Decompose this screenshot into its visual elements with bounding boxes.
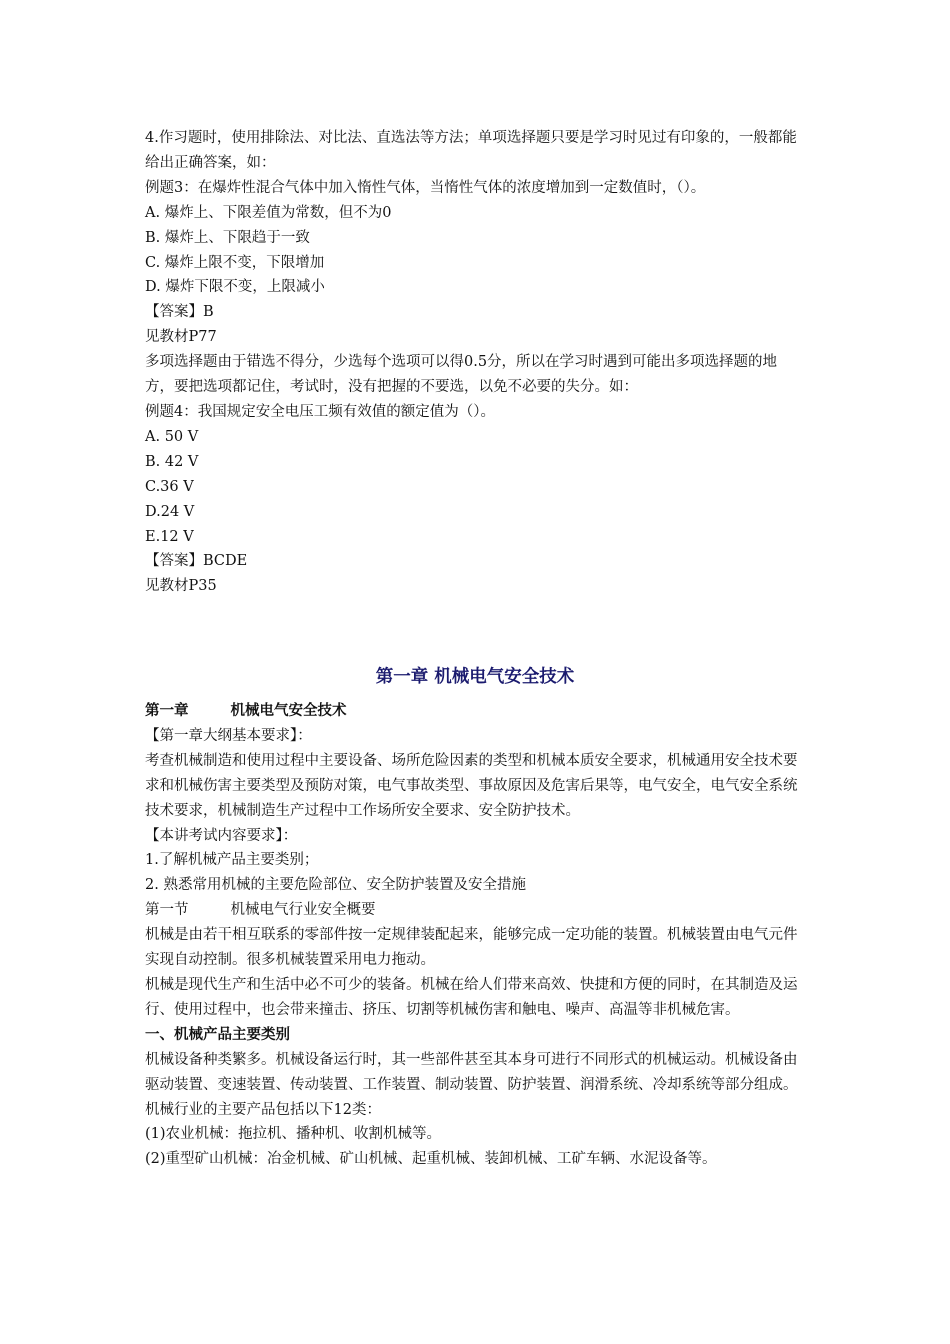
option-line: D. 爆炸下限不变，上限减小 (145, 279, 325, 296)
paragraph: 机械是现代生产和生活中必不可少的装备。机械在给人们带来高效、快捷和方便的同时，在其制造及运行、使用过程中，也会带来撞击、挤压、切割等机械伤害和触电、噪声、高温等非机械危害。 (145, 976, 798, 1018)
text-line: 多项选择题由于错选不得分，少选每个选项可以得0.5分，所以在学习时遇到可能出多项选择题的地方，要把选项都记住，考试时，没有把握的不要选，以免不必要的失分。如： (145, 354, 778, 396)
outline-label: 【第一章大纲基本要求】： (145, 727, 312, 744)
answer-line: 【答案】BCDE (145, 553, 248, 570)
exam-tips-section (145, 126, 805, 599)
list-item: (1)农业机械：拖拉机、播种机、收割机械等。 (145, 1126, 442, 1143)
option-line: A. 50 V (145, 428, 199, 445)
option-line: B. 42 V (145, 453, 199, 470)
requirement-item: 1.了解机械产品主要类别； (145, 852, 319, 869)
outline-text: 考查机械制造和使用过程中主要设备、场所危险因素的类型和机械本质安全要求，机械通用安全技术要求和机械伤害主要类型及预防对策，电气事故类型、事故原因及危害后果等，电气安全，电气安全系统技术要求，机械制造生产过程中工作场所安全要求、安全防护技术。 (145, 752, 798, 819)
example-question: 例题4：我国规定安全电压工频有效值的额定值为（）。 (145, 403, 495, 420)
reference-line: 见教材P35 (145, 578, 217, 595)
section-heading (145, 898, 805, 923)
section-heading-name: 机械电气行业安全概要 (230, 902, 376, 919)
answer-line: 【答案】B (145, 304, 214, 321)
chapter-heading (145, 699, 805, 724)
chapter-heading-name: 机械电气安全技术 (230, 702, 347, 719)
text-line: 4.作习题时，使用排除法、对比法、直选法等方法；单项选择题只要是学习时见过有印象的，一般都能给出正确答案，如： (145, 130, 797, 171)
chapter-section (145, 699, 805, 1172)
subheading: 一、机械产品主要类别 (145, 1025, 290, 1043)
exam-requirements-label: 【本讲考试内容要求】： (145, 827, 298, 844)
section-heading-number: 第一节 (145, 902, 189, 919)
requirement-item: 2. 熟悉常用机械的主要危险部位、安全防护装置及安全措施 (145, 877, 526, 894)
example-question: 例题3：在爆炸性混合气体中加入惰性气体，当惰性气体的浓度增加到一定数值时，（）。 (145, 179, 706, 196)
option-line: E.12 V (145, 528, 194, 545)
chapter-heading-number: 第一章 (145, 702, 189, 719)
option-line: B. 爆炸上、下限趋于一致 (145, 229, 310, 246)
option-line: A. 爆炸上、下限差值为常数，但不为0 (145, 204, 392, 221)
list-item: (2)重型矿山机械：冶金机械、矿山机械、起重机械、装卸机械、工矿车辆、水泥设备等。 (145, 1151, 717, 1168)
option-line: D.24 V (145, 503, 195, 520)
option-line: C. 爆炸上限不变，下限增加 (145, 254, 325, 271)
paragraph: 机械设备种类繁多。机械设备运行时，其一些部件甚至其本身可进行不同形式的机械运动。机械设备由驱动装置、变速装置、传动装置、工作装置、制动装置、防护装置、润滑系统、冷却系统等部分组成。 (145, 1051, 798, 1093)
reference-line: 见教材P77 (145, 329, 217, 346)
paragraph: 机械是由若干相互联系的零部件按一定规律装配起来，能够完成一定功能的装置。机械装置由电气元件实现自动控制。很多机械装置采用电力拖动。 (145, 927, 798, 969)
paragraph: 机械行业的主要产品包括以下12类： (145, 1101, 381, 1118)
chapter-title: 第一章 机械电气安全技术 (375, 667, 575, 687)
option-line: C.36 V (145, 478, 194, 495)
